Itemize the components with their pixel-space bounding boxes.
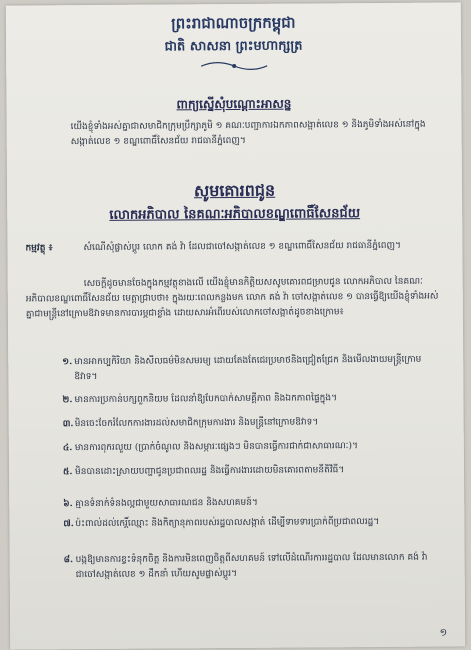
- list-item: [63, 495, 444, 513]
- list-item-number: ៦.: [63, 499, 73, 510]
- body-paragraph: សេចក្តីដូចមានចែងក្នុងកម្មវត្ថុខាងលើ យើងខ្ញុំមានកិត្តិយសសូមគោរពជម្រាបជូន លោកអភិបាល នៃគណៈអភិបាលខណ្ឌពោធិ៍សែនជ័យ មេត្តាជ្រាបថា៖ ក្នុងរយៈពេលកន្លងមក លោក គង់ វ៉ា ចៅសង្កាត់លេខ ១ បានធ្វើឱ្យយើងខ្ញុំទាំងអស់គ្នាជាមន្ត្រីនៅក្រោមឱវាទមានការបារម្ភជាខ្លាំង ដោយសារអំពើរបស់លោកចៅសង្កាត់ដូចខាងក្រោម៖: [25, 276, 439, 320]
- subject-text: សំណើសុំផ្លាស់ប្តូរ លោក គង់ វ៉ា ដែលជាចៅសង្កាត់លេខ ១ ខណ្ឌពោធិ៍សែនជ័យ រាជធានីភ្នំពេញ។: [83, 240, 402, 254]
- kingdom-title: ព្រះរាជាណាចក្រកម្ពុជា: [171, 13, 296, 33]
- list-item-number: ១.: [62, 357, 73, 368]
- list-item: [63, 551, 445, 584]
- list-item-text: មានការពុករលួយ (ប្រាក់ចំណូល និងសម្ភារៈផ្សេងៗ មិនបានធ្វើការជាក់ជាសាធារណៈ)។: [74, 441, 358, 454]
- list-item-number: ៥.: [62, 467, 73, 478]
- list-item-text: មិនបានដោះស្រាយបញ្ហាជូនប្រជាពលរដ្ឋ និងធ្វើការងារដោយមិនគោរពតាមនីតិវិធី។: [74, 465, 345, 478]
- list-item-text: បង្កឱ្យមានការខ្វះទំនុកចិត្ត និងការមិនពេញចិត្តពីសហគមន៍ ទៅលើដំណើរការរដ្ឋបាល ដែលមានលោក គង់ វ៉ា ជាចៅសង្កាត់លេខ ១ ដឹកនាំ ហើយសូមផ្លាស់ប្តូរ។: [75, 552, 428, 581]
- list-item-number: ៨.: [63, 555, 74, 566]
- recipient-heading: លោកអភិបាល នៃគណៈអភិបាលខណ្ឌពោធិ៍សែនជ័យ: [109, 206, 361, 223]
- list-item-number: ២.: [62, 395, 73, 406]
- list-item: [62, 353, 443, 386]
- page-number: ១: [439, 627, 448, 639]
- motto-subtitle: ជាតិ សាសនា ព្រះមហាក្សត្រ: [164, 38, 303, 55]
- list-item: [62, 463, 444, 481]
- list-item-number: ៤.: [62, 443, 73, 454]
- subject-label: កម្មវត្ថុ ៖: [25, 243, 53, 254]
- list-item: [63, 515, 444, 533]
- list-item-number: ៧.: [63, 519, 74, 530]
- list-item-text: មានអាកប្បកិរិយា និងសីលធម៌មិនសមរម្យ ដោយតែងតែជេរប្រមាថនិងជ្រៀតជ្រែក និងមើលងាយមន្ត្រីក្រោមឱវាទ។: [74, 354, 422, 383]
- list-item-number: ៣.: [62, 419, 74, 430]
- list-item: [62, 415, 444, 433]
- request-heading: ពាក្យស្នើសុំបណ្តោះអាសន្ន: [176, 96, 292, 112]
- salutation-heading: សូមគោរពជូន: [193, 180, 276, 201]
- list-item-text: មានការប្រកាន់បក្សពួកនិយម ដែលនាំឱ្យបែកបាក់សាមគ្គីភាព និងឯកភាពផ្ទៃក្នុង។: [74, 393, 338, 406]
- list-item-text: មិនចេះចែករំលែកការងារដល់សមាជិកក្រុមការងារ និងមន្ត្រីនៅក្រោមឱវាទ។: [74, 417, 319, 430]
- list-item-text: ប៉ះពាល់ដល់កេរ្តិ៍ឈ្មោះ និងកិត្យានុភាពរបស់រដ្ឋបាលសង្កាត់ ដើម្បីទាមទារប្រាក់ពីប្រជាពលរដ្ឋ។: [75, 517, 380, 530]
- list-item: [62, 439, 444, 457]
- list-item-text: គ្មានទំនាក់ទំនងល្អជាមួយសាធារណជន និងសហគមន៍។: [75, 497, 258, 510]
- ornament-icon: [199, 59, 269, 73]
- intro-paragraph: យើងខ្ញុំទាំងអស់គ្នាជាសមាជិកក្រុមប្រឹក្សាភូមិ ១ គណៈបញ្ជាការឯកភាពសង្កាត់លេខ ១ និងភូមិទាំងអស់នៅក្នុងសង្កាត់លេខ ១ ខណ្ឌពោធិ៍សែនជ័យ រាជធានីភ្នំពេញ។: [70, 119, 426, 148]
- list-item: [62, 391, 443, 409]
- document-page: [6, 2, 465, 649]
